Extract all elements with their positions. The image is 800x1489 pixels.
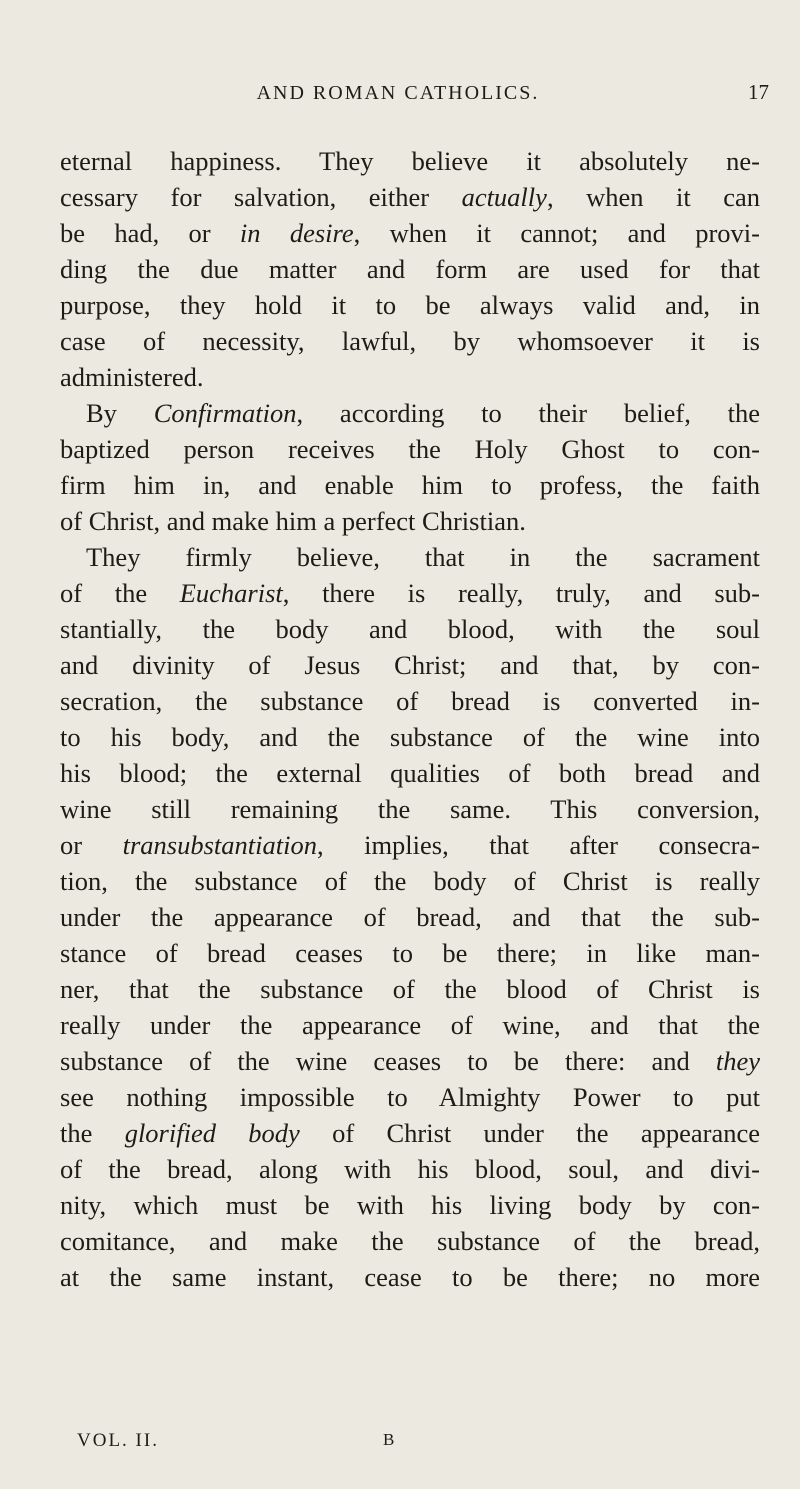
text-run: ding the due matter and form are used for that [60,254,760,284]
text-run: tion, the substance of the body of Christ is really [60,866,760,896]
text-run: substance of the wine ceases to be there: and [60,1046,716,1076]
text-run: stantially, the body and blood, with the soul [60,614,760,644]
text-line [60,755,760,791]
text-line [60,539,760,575]
text-line [60,467,760,503]
text-run: see nothing impossible to Almighty Power to put [60,1082,760,1112]
text-run: administered. [60,362,204,392]
text-run: , there is really, truly, and sub- [282,578,760,608]
page-number: 17 [748,80,769,104]
text-run: the [60,1118,125,1148]
text-run: of Christ under the appearance [299,1118,760,1148]
text-run: wine still remaining the same. This conversion, [60,794,760,824]
text-line [60,179,760,215]
italic-term: transubstantiation [122,830,317,860]
italic-term: Eucharist [179,578,283,608]
text-line [60,719,760,755]
text-run: be had, or [60,218,240,248]
text-run: , according to their belief, the [296,398,760,428]
text-line [60,1151,760,1187]
text-run: , implies, that after consecra- [316,830,760,860]
volume-marker: VOL. II. [77,1430,159,1451]
text-line [60,1079,760,1115]
text-line [60,251,760,287]
text-line [60,827,760,863]
text-run: nity, which must be with his living body by con- [60,1190,760,1220]
text-line [60,863,760,899]
text-line [60,503,760,539]
text-line [60,1115,760,1151]
italic-term: Confirmation [153,398,297,428]
text-run: , when it can [546,182,760,212]
text-line [60,1043,760,1079]
text-line [60,287,760,323]
text-line [60,611,760,647]
text-line [60,935,760,971]
text-run: and divinity of Jesus Christ; and that, by con- [60,650,760,680]
text-line [60,791,760,827]
text-line [60,647,760,683]
text-line [60,971,760,1007]
text-run: baptized person receives the Holy Ghost to con- [60,434,760,464]
text-run: purpose, they hold it to be always valid and, in [60,290,760,320]
text-run: , when it cannot; and provi- [353,218,760,248]
italic-term: they [715,1046,760,1076]
text-run: his blood; the external qualities of both bread and [60,758,760,788]
text-line [60,1223,760,1259]
italic-term: actually [461,182,547,212]
text-line [60,1007,760,1043]
text-run: comitance, and make the substance of the bread, [60,1226,760,1256]
text-line [60,683,760,719]
text-line [60,431,760,467]
text-line [60,575,760,611]
text-run: really under the appearance of wine, and that the [60,1010,760,1040]
text-run: to his body, and the substance of the wine into [60,722,760,752]
text-line [60,1187,760,1223]
text-line [60,899,760,935]
text-run: of the [60,578,180,608]
text-run: ner, that the substance of the blood of Christ is [60,974,760,1004]
text-run: By [86,398,154,428]
body-text [60,143,760,1295]
text-run: under the appearance of bread, and that the sub- [60,902,760,932]
text-run: or [60,830,123,860]
text-line [60,359,760,395]
text-line [60,1259,760,1295]
text-line [60,395,760,431]
text-run: cessary for salvation, either [60,182,462,212]
text-line [60,143,760,179]
italic-term: in desire [239,218,354,248]
text-run: of Christ, and make him a perfect Christian. [60,506,526,536]
text-line [60,323,760,359]
text-run: eternal happiness. They believe it absolutely ne- [60,146,760,176]
italic-term: glorified body [124,1118,300,1148]
text-run: case of necessity, lawful, by whomsoever it is [60,326,760,356]
signature-mark: B [383,1430,395,1449]
running-head: AND ROMAN CATHOLICS. [256,82,540,104]
text-line [60,215,760,251]
text-run: They firmly believe, that in the sacrament [86,542,760,572]
text-run: stance of bread ceases to be there; in like man- [60,938,760,968]
text-run: secration, the substance of bread is converted in- [60,686,760,716]
text-run: firm him in, and enable him to profess, the faith [60,470,760,500]
text-run: of the bread, along with his blood, soul, and divi- [60,1154,760,1184]
text-run: at the same instant, cease to be there; no more [60,1262,760,1292]
